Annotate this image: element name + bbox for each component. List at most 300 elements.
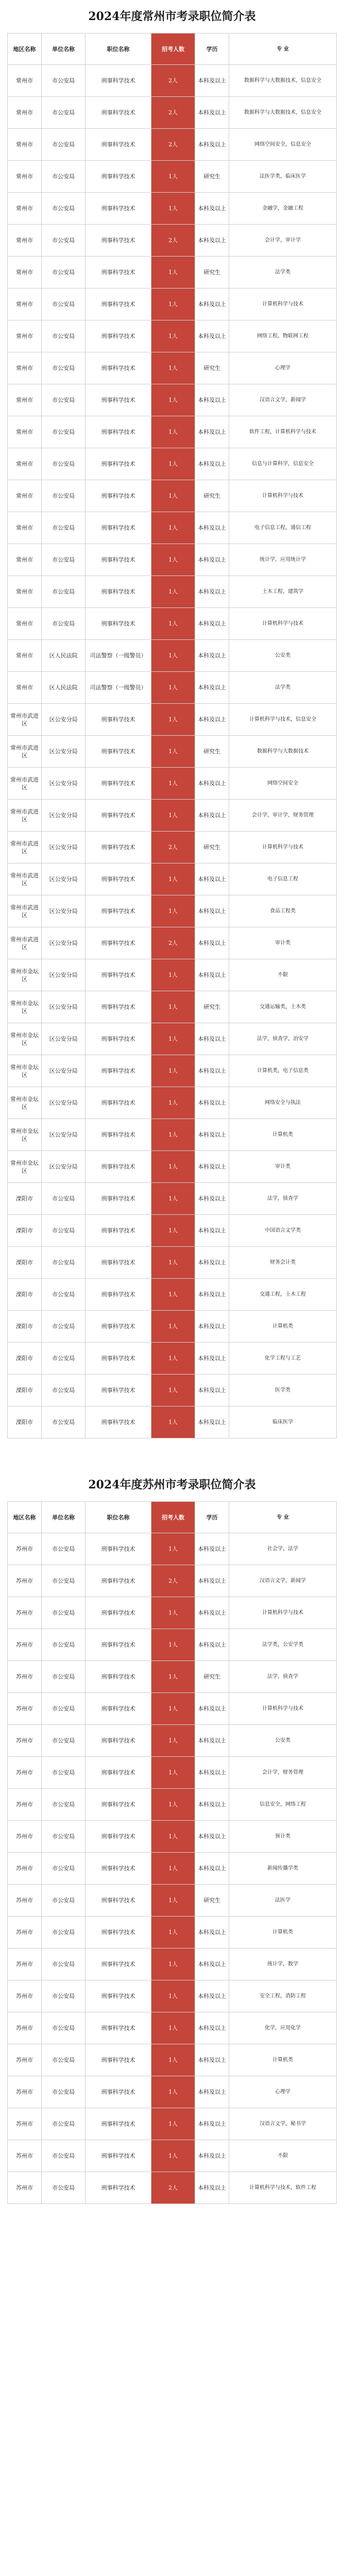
cell-region: 溧阳市 — [8, 1406, 42, 1438]
cell-unit: 市公安局 — [42, 1565, 85, 1597]
cell-major: 数据科学与大数据技术，信息安全 — [229, 97, 337, 129]
cell-position: 刑事科学技术 — [85, 704, 151, 736]
cell-major: 财务会计类 — [229, 1247, 337, 1279]
table-row — [8, 991, 337, 1023]
cell-education: 本科及以上 — [195, 672, 229, 704]
cell-count: 1人 — [151, 480, 195, 512]
table-row — [8, 225, 337, 257]
cell-count: 1人 — [151, 1343, 195, 1375]
cell-position: 刑事科学技术 — [85, 1023, 151, 1055]
cell-count: 1人 — [151, 1151, 195, 1183]
cell-count: 1人 — [151, 2108, 195, 2140]
table-row — [8, 1119, 337, 1151]
cell-region: 常州市 — [8, 129, 42, 161]
cell-region: 苏州市 — [8, 2108, 42, 2140]
header-row — [8, 33, 337, 65]
cell-unit: 市公安局 — [42, 544, 85, 576]
table-row — [8, 1279, 337, 1311]
cell-major: 法医学 — [229, 1885, 337, 1917]
cell-count: 1人 — [151, 704, 195, 736]
cell-region: 常州市金坛区 — [8, 1119, 42, 1151]
cell-education: 本科及以上 — [195, 1055, 229, 1087]
cell-position: 刑事科学技术 — [85, 959, 151, 991]
cell-count: 2人 — [151, 1565, 195, 1597]
cell-education: 研究生 — [195, 1885, 229, 1917]
table-row — [8, 2172, 337, 2204]
cell-region: 苏州市 — [8, 1693, 42, 1725]
table-row — [8, 1948, 337, 1980]
cell-position: 刑事科学技术 — [85, 1151, 151, 1183]
cell-region: 常州市 — [8, 193, 42, 225]
cell-unit: 市公安局 — [42, 1183, 85, 1215]
cell-unit: 市公安局 — [42, 320, 85, 352]
cell-count: 2人 — [151, 129, 195, 161]
table-row — [8, 1597, 337, 1629]
cell-region: 常州市金坛区 — [8, 959, 42, 991]
cell-major: 心理学 — [229, 2076, 337, 2108]
cell-count: 1人 — [151, 2044, 195, 2076]
cell-education: 本科及以上 — [195, 1980, 229, 2012]
cell-major: 社会学，法学 — [229, 1533, 337, 1565]
cell-count: 1人 — [151, 352, 195, 384]
cell-count: 1人 — [151, 1693, 195, 1725]
table-row — [8, 512, 337, 544]
cell-unit: 市公安局 — [42, 1406, 85, 1438]
cell-unit: 区公安分局 — [42, 768, 85, 800]
table-row — [8, 1980, 337, 2012]
cell-region: 常州市 — [8, 384, 42, 416]
cell-count: 1人 — [151, 1183, 195, 1215]
cell-count: 1人 — [151, 2012, 195, 2044]
cell-region: 常州市 — [8, 576, 42, 608]
table-row — [8, 2044, 337, 2076]
cell-count: 1人 — [151, 1853, 195, 1885]
cell-major: 会计学，审计学，财务管理 — [229, 800, 337, 832]
cell-education: 本科及以上 — [195, 225, 229, 257]
cell-count: 2人 — [151, 65, 195, 97]
cell-education: 本科及以上 — [195, 1597, 229, 1629]
cell-position: 刑事科学技术 — [85, 1311, 151, 1343]
cell-region: 苏州市 — [8, 1948, 42, 1980]
cell-position: 刑事科学技术 — [85, 2140, 151, 2172]
table-row — [8, 1215, 337, 1247]
cell-major: 公安类 — [229, 640, 337, 672]
cell-major: 心理学 — [229, 352, 337, 384]
cell-region: 常州市金坛区 — [8, 1151, 42, 1183]
cell-education: 研究生 — [195, 1661, 229, 1693]
cell-count: 1人 — [151, 1725, 195, 1757]
cell-major: 计算机类 — [229, 2044, 337, 2076]
cell-position: 刑事科学技术 — [85, 480, 151, 512]
table-row — [8, 1693, 337, 1725]
cell-position: 刑事科学技术 — [85, 927, 151, 959]
cell-unit: 市公安局 — [42, 2140, 85, 2172]
cell-position: 刑事科学技术 — [85, 991, 151, 1023]
table-row — [8, 1917, 337, 1948]
cell-education: 本科及以上 — [195, 2108, 229, 2140]
cell-major: 计算机科学与技术 — [229, 1693, 337, 1725]
cell-unit: 市公安局 — [42, 384, 85, 416]
table-title: 2024年度苏州市考录职位简介表 — [88, 1478, 256, 1492]
cell-position: 刑事科学技术 — [85, 1406, 151, 1438]
cell-position: 刑事科学技术 — [85, 608, 151, 640]
column-header: 单位名称 — [42, 33, 85, 65]
cell-unit: 区公安分局 — [42, 1087, 85, 1119]
cell-unit: 区公安分局 — [42, 1023, 85, 1055]
column-header: 单位名称 — [42, 1502, 85, 1533]
table-row — [8, 1661, 337, 1693]
cell-major: 汉语言文学，新闻学 — [229, 384, 337, 416]
cell-position: 刑事科学技术 — [85, 2044, 151, 2076]
cell-unit: 市公安局 — [42, 416, 85, 448]
table-row — [8, 1343, 337, 1375]
cell-unit: 区公安分局 — [42, 832, 85, 863]
cell-major: 统计学，数学 — [229, 1948, 337, 1980]
cell-count: 1人 — [151, 193, 195, 225]
cell-region: 溧阳市 — [8, 1215, 42, 1247]
table-row — [8, 1853, 337, 1885]
cell-major: 法学类 — [229, 257, 337, 289]
cell-major: 会计学，财务管理 — [229, 1757, 337, 1789]
cell-region: 常州市 — [8, 352, 42, 384]
table-row — [8, 608, 337, 640]
cell-education: 本科及以上 — [195, 1023, 229, 1055]
cell-major: 网络空间安全 — [229, 768, 337, 800]
cell-count: 1人 — [151, 800, 195, 832]
cell-unit: 市公安局 — [42, 257, 85, 289]
cell-region: 苏州市 — [8, 2076, 42, 2108]
table-row — [8, 2140, 337, 2172]
column-header: 职位名称 — [85, 1502, 151, 1533]
cell-region: 溧阳市 — [8, 1279, 42, 1311]
cell-region: 常州市 — [8, 448, 42, 480]
cell-education: 本科及以上 — [195, 1151, 229, 1183]
table-row — [8, 2076, 337, 2108]
cell-education: 本科及以上 — [195, 1821, 229, 1853]
cell-education: 本科及以上 — [195, 1279, 229, 1311]
cell-education: 研究生 — [195, 736, 229, 768]
cell-education: 本科及以上 — [195, 65, 229, 97]
cell-unit: 市公安局 — [42, 1597, 85, 1629]
cell-count: 1人 — [151, 1311, 195, 1343]
cell-count: 1人 — [151, 448, 195, 480]
cell-count: 1人 — [151, 1885, 195, 1917]
cell-count: 1人 — [151, 1757, 195, 1789]
cell-region: 溧阳市 — [8, 1375, 42, 1406]
cell-unit: 市公安局 — [42, 1980, 85, 2012]
cell-unit: 市公安局 — [42, 1343, 85, 1375]
cell-unit: 区人民法院 — [42, 672, 85, 704]
cell-region: 苏州市 — [8, 1757, 42, 1789]
cell-count: 1人 — [151, 257, 195, 289]
column-header: 专 业 — [229, 1502, 337, 1533]
table-row — [8, 672, 337, 704]
cell-position: 刑事科学技术 — [85, 129, 151, 161]
cell-unit: 市公安局 — [42, 129, 85, 161]
cell-region: 常州市 — [8, 161, 42, 193]
cell-major: 软件工程，计算机科学与技术 — [229, 416, 337, 448]
cell-region: 常州市武进区 — [8, 927, 42, 959]
cell-education: 本科及以上 — [195, 2140, 229, 2172]
cell-region: 苏州市 — [8, 2012, 42, 2044]
cell-education: 本科及以上 — [195, 320, 229, 352]
table-row — [8, 480, 337, 512]
table-gap — [0, 1438, 344, 1468]
column-header: 地区名称 — [8, 33, 42, 65]
cell-region: 常州市武进区 — [8, 736, 42, 768]
cell-education: 本科及以上 — [195, 1853, 229, 1885]
cell-count: 1人 — [151, 768, 195, 800]
table-row — [8, 1247, 337, 1279]
cell-education: 本科及以上 — [195, 129, 229, 161]
cell-education: 本科及以上 — [195, 895, 229, 927]
table-row — [8, 640, 337, 672]
cell-position: 刑事科学技术 — [85, 1343, 151, 1375]
cell-region: 常州市金坛区 — [8, 1023, 42, 1055]
cell-unit: 市公安局 — [42, 1215, 85, 1247]
cell-major: 安全工程，消防工程 — [229, 1980, 337, 2012]
cell-major: 法医学类，临床医学 — [229, 161, 337, 193]
cell-education: 本科及以上 — [195, 544, 229, 576]
cell-education: 本科及以上 — [195, 1533, 229, 1565]
cell-unit: 市公安局 — [42, 289, 85, 320]
cell-education: 本科及以上 — [195, 1757, 229, 1789]
cell-education: 本科及以上 — [195, 2044, 229, 2076]
cell-education: 本科及以上 — [195, 927, 229, 959]
cell-unit: 市公安局 — [42, 1757, 85, 1789]
cell-unit: 市公安局 — [42, 225, 85, 257]
cell-major: 网络空间安全，信息安全 — [229, 129, 337, 161]
cell-count: 1人 — [151, 2140, 195, 2172]
cell-count: 1人 — [151, 289, 195, 320]
cell-major: 审计类 — [229, 927, 337, 959]
cell-count: 1人 — [151, 1948, 195, 1980]
table-row — [8, 65, 337, 97]
cell-education: 本科及以上 — [195, 97, 229, 129]
cell-count: 2人 — [151, 832, 195, 863]
cell-region: 苏州市 — [8, 1629, 42, 1661]
cell-education: 本科及以上 — [195, 2076, 229, 2108]
table-row — [8, 927, 337, 959]
cell-major: 土木工程，建筑学 — [229, 576, 337, 608]
cell-unit: 市公安局 — [42, 1661, 85, 1693]
cell-major: 临床医学 — [229, 1406, 337, 1438]
cell-major: 网络安全与执法 — [229, 1087, 337, 1119]
table-row — [8, 800, 337, 832]
table-row — [8, 1725, 337, 1757]
cell-major: 计算机类 — [229, 1917, 337, 1948]
cell-count: 1人 — [151, 1917, 195, 1948]
table-row — [8, 289, 337, 320]
cell-unit: 市公安局 — [42, 1311, 85, 1343]
cell-position: 刑事科学技术 — [85, 1948, 151, 1980]
cell-unit: 区公安分局 — [42, 1119, 85, 1151]
cell-position: 刑事科学技术 — [85, 2172, 151, 2204]
cell-position: 刑事科学技术 — [85, 1215, 151, 1247]
column-header: 招考人数 — [151, 1502, 195, 1533]
cell-education: 研究生 — [195, 352, 229, 384]
cell-major: 电子信息工程 — [229, 863, 337, 895]
cell-region: 常州市金坛区 — [8, 1055, 42, 1087]
cell-region: 苏州市 — [8, 1565, 42, 1597]
cell-education: 研究生 — [195, 991, 229, 1023]
cell-position: 刑事科学技术 — [85, 1375, 151, 1406]
position-table — [7, 33, 337, 1438]
table-row — [8, 1087, 337, 1119]
cell-position: 刑事科学技术 — [85, 1087, 151, 1119]
cell-count: 1人 — [151, 1215, 195, 1247]
column-header: 地区名称 — [8, 1502, 42, 1533]
table-row — [8, 448, 337, 480]
cell-major: 计算机科学与技术 — [229, 608, 337, 640]
cell-education: 本科及以上 — [195, 416, 229, 448]
cell-education: 本科及以上 — [195, 1183, 229, 1215]
cell-region: 苏州市 — [8, 1533, 42, 1565]
cell-region: 苏州市 — [8, 1789, 42, 1821]
cell-unit: 市公安局 — [42, 193, 85, 225]
table-row — [8, 863, 337, 895]
table-row — [8, 320, 337, 352]
cell-region: 常州市 — [8, 608, 42, 640]
cell-major: 统计学，应用统计学 — [229, 544, 337, 576]
cell-position: 刑事科学技术 — [85, 448, 151, 480]
cell-education: 本科及以上 — [195, 1343, 229, 1375]
cell-position: 刑事科学技术 — [85, 1917, 151, 1948]
cell-count: 1人 — [151, 384, 195, 416]
cell-education: 本科及以上 — [195, 193, 229, 225]
cell-region: 常州市金坛区 — [8, 1087, 42, 1119]
cell-education: 本科及以上 — [195, 2172, 229, 2204]
cell-position: 刑事科学技术 — [85, 2012, 151, 2044]
cell-count: 2人 — [151, 225, 195, 257]
cell-education: 本科及以上 — [195, 1725, 229, 1757]
cell-unit: 区人民法院 — [42, 640, 85, 672]
cell-unit: 市公安局 — [42, 1247, 85, 1279]
cell-count: 2人 — [151, 927, 195, 959]
cell-education: 本科及以上 — [195, 448, 229, 480]
table-row — [8, 895, 337, 927]
cell-count: 1人 — [151, 991, 195, 1023]
cell-unit: 区公安分局 — [42, 800, 85, 832]
table-row — [8, 1757, 337, 1789]
table-row — [8, 1151, 337, 1183]
cell-major: 信息与计算科学，信息安全 — [229, 448, 337, 480]
cell-position: 刑事科学技术 — [85, 320, 151, 352]
cell-major: 电子信息工程，通信工程 — [229, 512, 337, 544]
cell-count: 1人 — [151, 1980, 195, 2012]
cell-unit: 市公安局 — [42, 161, 85, 193]
cell-count: 1人 — [151, 959, 195, 991]
cell-unit: 市公安局 — [42, 352, 85, 384]
cell-education: 本科及以上 — [195, 1311, 229, 1343]
cell-unit: 市公安局 — [42, 480, 85, 512]
cell-position: 刑事科学技术 — [85, 1885, 151, 1917]
cell-count: 1人 — [151, 1375, 195, 1406]
cell-education: 本科及以上 — [195, 959, 229, 991]
cell-count: 1人 — [151, 608, 195, 640]
cell-major: 数据科学与大数据技术，信息安全 — [229, 65, 337, 97]
cell-unit: 市公安局 — [42, 448, 85, 480]
cell-position: 刑事科学技术 — [85, 895, 151, 927]
column-header: 专 业 — [229, 33, 337, 65]
cell-unit: 市公安局 — [42, 2076, 85, 2108]
cell-position: 刑事科学技术 — [85, 2076, 151, 2108]
cell-education: 本科及以上 — [195, 384, 229, 416]
cell-major: 计算机科学与技术，软件工程 — [229, 2172, 337, 2204]
cell-count: 1人 — [151, 1661, 195, 1693]
cell-major: 医学类 — [229, 1375, 337, 1406]
cell-major: 计算机科学与技术 — [229, 832, 337, 863]
cell-region: 常州市 — [8, 640, 42, 672]
cell-unit: 市公安局 — [42, 1533, 85, 1565]
cell-unit: 市公安局 — [42, 1725, 85, 1757]
cell-unit: 市公安局 — [42, 576, 85, 608]
cell-major: 金融学，金融工程 — [229, 193, 337, 225]
table-row — [8, 1055, 337, 1087]
cell-count: 1人 — [151, 672, 195, 704]
cell-position: 刑事科学技术 — [85, 576, 151, 608]
cell-position: 刑事科学技术 — [85, 736, 151, 768]
cell-unit: 区公安分局 — [42, 863, 85, 895]
cell-education: 本科及以上 — [195, 1948, 229, 1980]
column-header: 招考人数 — [151, 33, 195, 65]
cell-region: 常州市武进区 — [8, 863, 42, 895]
cell-position: 刑事科学技术 — [85, 1821, 151, 1853]
table-row — [8, 576, 337, 608]
cell-count: 1人 — [151, 1629, 195, 1661]
cell-count: 1人 — [151, 640, 195, 672]
cell-count: 1人 — [151, 1821, 195, 1853]
cell-region: 常州市金坛区 — [8, 991, 42, 1023]
cell-count: 1人 — [151, 1087, 195, 1119]
cell-unit: 市公安局 — [42, 1917, 85, 1948]
cell-position: 刑事科学技术 — [85, 1725, 151, 1757]
cell-education: 本科及以上 — [195, 1087, 229, 1119]
cell-major: 计算机科学与技术 — [229, 1597, 337, 1629]
cell-region: 苏州市 — [8, 1980, 42, 2012]
cell-region: 常州市 — [8, 65, 42, 97]
cell-unit: 市公安局 — [42, 1789, 85, 1821]
cell-count: 1人 — [151, 161, 195, 193]
cell-position: 刑事科学技术 — [85, 512, 151, 544]
cell-region: 溧阳市 — [8, 1247, 42, 1279]
cell-position: 刑事科学技术 — [85, 1183, 151, 1215]
cell-count: 1人 — [151, 863, 195, 895]
cell-region: 常州市 — [8, 480, 42, 512]
table-row — [8, 736, 337, 768]
cell-count: 1人 — [151, 1247, 195, 1279]
cell-major: 交通工程，土木工程 — [229, 1279, 337, 1311]
cell-count: 1人 — [151, 1597, 195, 1629]
cell-count: 1人 — [151, 1533, 195, 1565]
cell-unit: 区公安分局 — [42, 895, 85, 927]
table-row — [8, 1375, 337, 1406]
cell-position: 刑事科学技术 — [85, 1055, 151, 1087]
cell-major: 法学，侦查学，治安学 — [229, 1023, 337, 1055]
cell-count: 1人 — [151, 320, 195, 352]
cell-education: 研究生 — [195, 257, 229, 289]
cell-count: 1人 — [151, 736, 195, 768]
cell-count: 1人 — [151, 1789, 195, 1821]
cell-unit: 区公安分局 — [42, 1055, 85, 1087]
cell-region: 常州市武进区 — [8, 895, 42, 927]
table-row — [8, 959, 337, 991]
cell-education: 本科及以上 — [195, 1119, 229, 1151]
cell-unit: 市公安局 — [42, 1821, 85, 1853]
cell-education: 本科及以上 — [195, 1247, 229, 1279]
cell-unit: 市公安局 — [42, 1693, 85, 1725]
table-row — [8, 1629, 337, 1661]
